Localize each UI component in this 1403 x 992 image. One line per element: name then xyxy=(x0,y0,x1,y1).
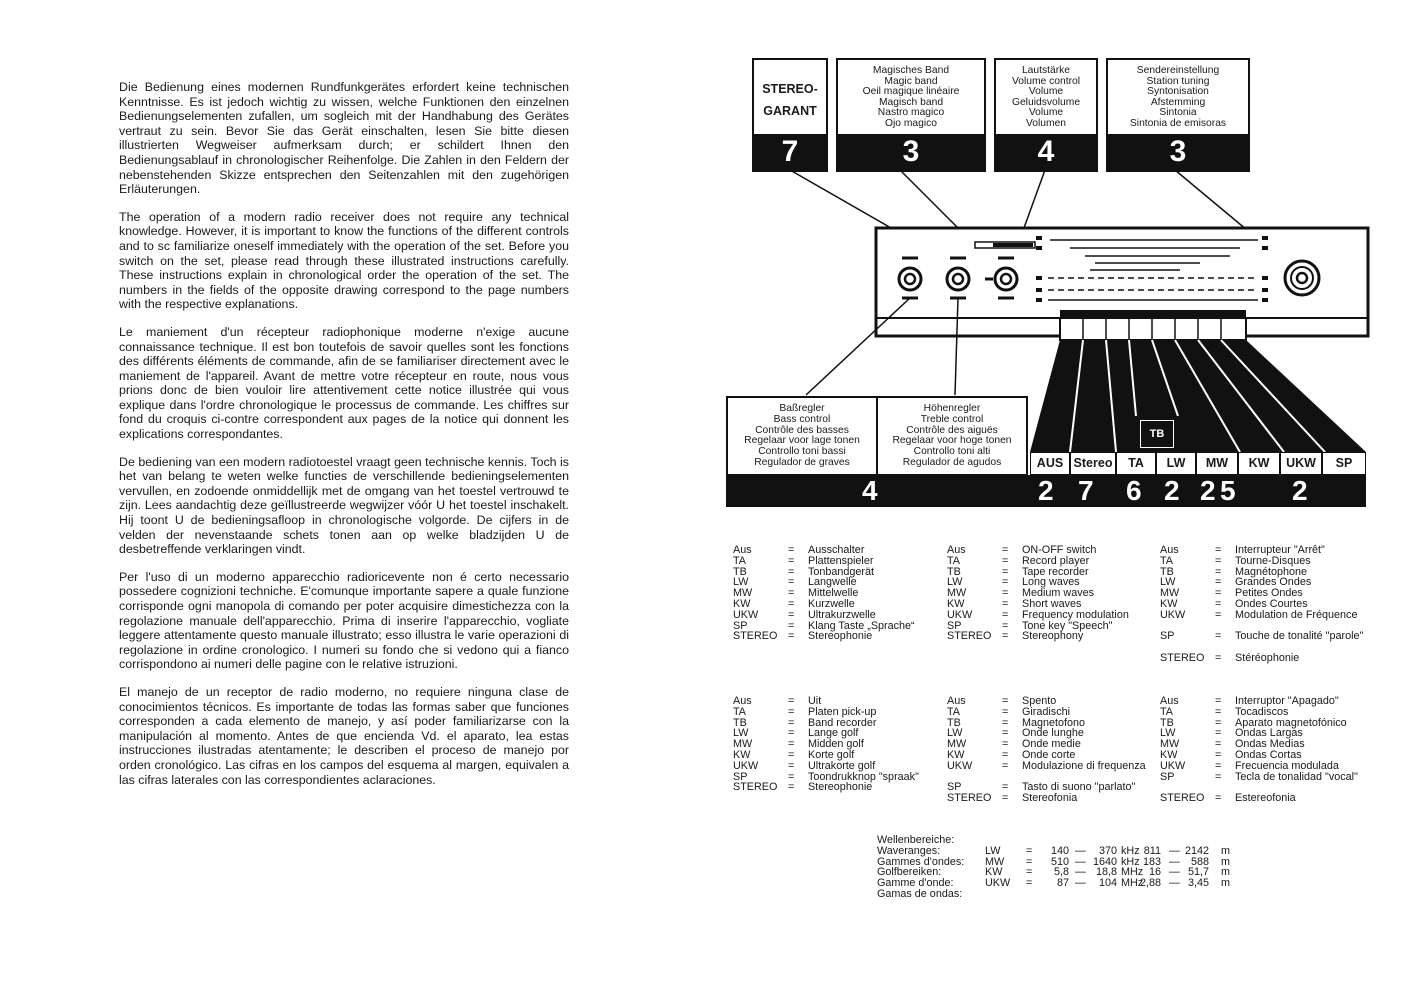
waveband-m-dash: — xyxy=(1169,877,1180,890)
legend-row: TA = Tocadiscos xyxy=(1160,705,1289,718)
legend-row: SP = Touche de tonalité "parole" xyxy=(1160,630,1364,643)
legend-row: TA = Giradischi xyxy=(947,705,1071,718)
legend-row: Aus = ON-OFF switch xyxy=(947,544,1097,556)
bass-label-en: Bass control xyxy=(773,413,831,425)
stereo-garant-page-number: 7 xyxy=(754,134,826,170)
waveband-to: 370 xyxy=(1098,844,1117,857)
legend-italian xyxy=(947,696,1157,804)
waveband-dash: — xyxy=(1075,855,1086,868)
waveband-dash: — xyxy=(1075,844,1086,857)
waveband-label-nl: Golfbereiken: xyxy=(877,866,942,879)
legend-row: TB = Magnetofono xyxy=(947,716,1086,729)
legend-row: TB = Tape recorder xyxy=(947,565,1089,578)
waveband-label-en: Waveranges: xyxy=(877,844,941,857)
legend-row: LW = Grandes Ondes xyxy=(1160,576,1312,589)
waveband-m: m xyxy=(1221,855,1230,868)
legend-row: SP = Toondrukknop "spraak" xyxy=(733,770,919,783)
legend-row: Aus = Interruptor "Apagado" xyxy=(1160,695,1339,707)
magic-band-label-nl: Magisch band xyxy=(878,96,944,108)
legend-row: TB = Aparato magnetofónico xyxy=(1160,716,1347,729)
bass-label-it: Controllo toni bassi xyxy=(758,446,846,458)
waveband-unit: MHz xyxy=(1121,866,1144,879)
legend-spanish xyxy=(1160,696,1370,804)
waveband-label-it: Gamme d'onde: xyxy=(877,877,954,890)
legend-row: SP = Tasto di suono "parlato" xyxy=(947,781,1136,794)
tuning-label-fr: Syntonisation xyxy=(1147,86,1209,98)
magic-band-label-en: Magic band xyxy=(884,75,938,87)
magic-band-label-de: Magisches Band xyxy=(872,65,950,76)
legend-german xyxy=(733,545,943,642)
tuning-knob xyxy=(1285,261,1319,295)
bass-control-box xyxy=(726,396,878,476)
legend-row: UKW = Modulation de Fréquence xyxy=(1160,608,1358,621)
volume-label-en: Volume control xyxy=(1011,75,1081,87)
legend-row: MW = Ondas Medias xyxy=(1160,738,1305,751)
waveband-label-de: Wellenbereiche: xyxy=(877,834,955,846)
magic-band-label-es: Ojo magico xyxy=(884,117,938,129)
legend-english xyxy=(947,545,1157,642)
legend-row: MW = Petites Ondes xyxy=(1160,587,1303,600)
tuning-label-de: Sendereinstellung xyxy=(1136,65,1220,76)
legend-row: LW = Onde lunghe xyxy=(947,727,1084,740)
key-ta-page-number: 6 xyxy=(1126,475,1142,506)
volume-label-nl: Geluidsvolume xyxy=(1011,96,1081,108)
tuning-label-en: Station tuning xyxy=(1146,75,1210,87)
waveband-from: 510 xyxy=(1050,855,1069,868)
legend-row: Aus = Interrupteur "Arrêt" xyxy=(1160,544,1325,556)
legend-french xyxy=(1160,545,1370,664)
intro-paragraph-de: Die Bedienung eines modernen Rundfunkgerätes erfordert keine technischen Kenntnisse. Es ist jedoch wichtig zu wissen, welche Funktionen den einzelnen Bedienungselementen zufallen, um sogleich mit der Handhabung des Gerätes vertraut zu sein. Bevor Sie das Gerät einschalten, lesen Sie bitte diesen illustrierten Wegweiser aufmerksam durch; er schildert Ihnen den Bedienungsablauf in chronologischer Reihenfolge. Die Zahlen in den Feldern der nebenstehenden Skizze entsprechen den Seitenzahlen mit den zugehörigen Erläuterungen. xyxy=(119,80,569,197)
magic-band-label-it: Nastro magico xyxy=(877,107,945,119)
legend-row: UKW = Modulazione di frequenza xyxy=(947,759,1146,772)
waveband-m: m xyxy=(1221,877,1230,890)
waveband-from: 140 xyxy=(1050,844,1069,857)
waveband-band: MW xyxy=(985,855,1005,868)
legend-row: STEREO = Stereofonia xyxy=(947,792,1078,805)
tuning-page-number: 3 xyxy=(1108,134,1248,170)
waveband-m-to: 2142 xyxy=(1184,844,1209,857)
intro-paragraph-it: Per l'uso di un moderno apparecchio radioricevente non é certo necessario possedere cognizioni techniche. E'comunque importante sapere a quale funzione corrisponde ogni manopola di comando per poter acquisire dimestichezza con la regolazione manuale dell'apparecchio. Prima di inserire l'apparecchio, vogliate leggere attentamente questo manuale illustrato; esso illustra le varie operazioni di regolazione in ordine cronologico. I numeri su fondo che si vedono qui a fianco corrispondono ai numeri delle pagine con le relative istruzioni. xyxy=(119,569,569,672)
waveband-m-from: 811 xyxy=(1143,844,1161,857)
legend-row: STEREO = Estereofonia xyxy=(1160,792,1296,805)
treble-label-fr: Contrôle des aiguës xyxy=(906,424,998,436)
waveband-m-to: 588 xyxy=(1190,855,1209,868)
waveband-m-dash: — xyxy=(1169,844,1180,857)
waveband-unit: kHz xyxy=(1121,855,1140,868)
legend-row: KW = Kurzwelle xyxy=(733,597,855,610)
key-stereo: Stereo xyxy=(1070,452,1116,475)
legend-row: LW = Lange golf xyxy=(733,727,859,740)
magic-band-box xyxy=(836,58,986,172)
legend-row: TB = Magnétophone xyxy=(1160,565,1308,578)
legend-row: TA = Plattenspieler xyxy=(733,554,874,567)
tuning-label-it: Sintonia xyxy=(1159,107,1197,119)
waveband-dash: — xyxy=(1075,866,1086,879)
legend-row: UKW = Ultrakurzwelle xyxy=(733,608,876,621)
legend-row: STEREO = Stéréophonie xyxy=(1160,651,1300,664)
legend-row: UKW = Frequency modulation xyxy=(947,608,1129,621)
legend-row: LW = Langwelle xyxy=(733,576,857,589)
legend-row: STEREO = Stereophony xyxy=(947,630,1084,643)
intro-paragraph-fr: Le maniement d'un récepteur radiophonique moderne n'exige aucune connaissance technique. Il est bon toutefois de savoir quelles sont les fonctions des différents éléments de commande, afin de se familiariser directement avec le maniement de l'appareil. Avant de mettre votre récepteur en route, nous vous prions donc de bien vouloir lire attentivement cette notice illustrée qui vous explique dans l'ordre chronologique le processus de commande. Les chiffres sur fond du croquis ci-contre correspondent aux pages de la notice qui donnent les explications correspondantes. xyxy=(119,324,569,442)
legend-row: TB = Band recorder xyxy=(733,716,877,729)
key-aus-page-number: 2 xyxy=(1038,475,1054,506)
waveband-to: 18,8 xyxy=(1095,866,1117,879)
leader-line-bass xyxy=(806,298,910,395)
intro-paragraph-nl: De bediening van een modern radiotoestel vraagt geen technische kennis. Toch is het van belang te weten welke functies de verschillende bedieningselementen vervullen, en zodoende onmiddellijk met de omgang van het toestel vertrouwd te zijn. Lees aandachtig deze geïllustreerde wegwijzer vóór U het toestel inschakelt. Hij toont U de bedieningsafloop in chronologische volgorde. De cijfers in de velden der nevenstaande schets tonen aan op welke bladzijden U de desbetreffende verklaringen vindt. xyxy=(119,454,569,557)
waveband-eq: = xyxy=(1026,877,1033,890)
legend-row: KW = Ondes Courtes xyxy=(1160,597,1308,610)
volume-label-it: Volume xyxy=(1028,107,1064,119)
key-lw-page-number: 2 xyxy=(1164,475,1180,506)
key-ukw: UKW xyxy=(1280,452,1322,475)
waveband-m: m xyxy=(1221,844,1230,857)
legend-row: Aus = Spento xyxy=(947,695,1057,707)
magic-band-fill xyxy=(993,243,1033,247)
tuning-label-es: Sintonia de emisoras xyxy=(1129,117,1227,129)
stereo-garant-box xyxy=(752,58,828,172)
volume-label-es: Volumen xyxy=(1025,117,1067,129)
waveband-m-from: 16 xyxy=(1148,866,1161,879)
treble-control-box xyxy=(876,396,1028,476)
legend-row: TB = Tonbandgerät xyxy=(733,565,875,578)
legend-row: KW = Short waves xyxy=(947,597,1082,610)
volume-label-fr: Volume xyxy=(1028,86,1064,98)
waveband-band: LW xyxy=(985,844,1001,857)
bass-label-de: Baßregler xyxy=(779,403,825,414)
waveband-m-to: 51,7 xyxy=(1187,866,1209,879)
legend-row: STEREO = Stereophonie xyxy=(733,781,873,794)
legend-row: MW = Mittelwelle xyxy=(733,587,859,600)
key-mw: MW xyxy=(1196,452,1238,475)
legend-row: Aus = Uit xyxy=(733,695,822,707)
key-kw: KW xyxy=(1238,452,1280,475)
waveband-unit: kHz xyxy=(1121,844,1140,857)
tuning-label-nl: Afstemming xyxy=(1150,96,1206,108)
legend-row: KW = Korte golf xyxy=(733,748,855,761)
tone-controls-page-number: 4 xyxy=(862,475,878,506)
legend-row: KW = Onde corte xyxy=(947,748,1076,761)
volume-label-de: Lautstärke xyxy=(1021,65,1071,76)
intro-paragraph-es: El manejo de un receptor de radio moderno, no requiere ninguna clase de conocimientos técnicos. Es importante de todas las formas saber que funciones corresponden a cada elemento de manejo, y así poder familiarizarse con la manipulación al momento. Antes de que encienda Vd. el aparato, lea estas instrucciones ilustradas atentamente; le describen el proceso de manejo por orden cronológico. Las cifras en los campos del esquema al margen, equivalen a las cifras laterales con las correspondientes aclaraciones. xyxy=(119,684,569,787)
legend-row: LW = Long waves xyxy=(947,576,1080,589)
magic-band-label-fr: Oeil magique linéaire xyxy=(862,86,960,98)
key-mw-page-number-a: 2 xyxy=(1200,475,1216,506)
legend-row: UKW = Frecuencia modulada xyxy=(1160,759,1339,772)
key-lw: LW xyxy=(1156,452,1196,475)
legend-row: SP = Klang Taste „Sprache“ xyxy=(733,619,915,632)
tb-label: TB xyxy=(1140,420,1174,448)
legend-row: TA = Tourne-Disques xyxy=(1160,554,1311,567)
legend-row: UKW = Ultrakorte golf xyxy=(733,759,876,772)
waveband-band: UKW xyxy=(985,877,1011,890)
legend-row: TA = Platen pick-up xyxy=(733,705,877,718)
intro-paragraph-en: The operation of a modern radio receiver does not require any technical knowledge. However, it is important to know the functions of the different controls and to sc familiarize oneself immediately with the operation of the set. Before you switch on the set, please read through these illustrated instructions carefully. These instructions explain in chronological order the operation of the set. The numbers in the fields of the opposite drawing correspond to the page numbers with the respective explanations. xyxy=(119,209,569,312)
waveband-m-to: 3,45 xyxy=(1187,877,1209,890)
waveband-eq: = xyxy=(1026,844,1033,857)
waveband-eq: = xyxy=(1026,866,1033,879)
treble-label-es: Regulador de agudos xyxy=(902,456,1002,468)
waveband-band: KW xyxy=(985,866,1003,879)
stereo-garant-line-2: GARANT xyxy=(763,104,817,118)
waveband-eq: = xyxy=(1026,855,1033,868)
treble-label-de: Höhenregler xyxy=(923,403,981,414)
legend-row: SP = Tone key "Speech" xyxy=(947,619,1113,632)
waveband-m-dash: — xyxy=(1169,866,1180,879)
waveband-from: 5,8 xyxy=(1053,866,1069,879)
waveband-m: m xyxy=(1221,866,1230,879)
waveband-m-from: 2,88 xyxy=(1139,877,1161,890)
waveband-dash: — xyxy=(1075,877,1086,890)
key-aus: AUS xyxy=(1030,452,1070,475)
waveband-to: 1640 xyxy=(1092,855,1117,868)
waveband-label-es: Gamas de ondas: xyxy=(877,887,963,900)
volume-page-number: 4 xyxy=(996,134,1096,170)
treble-label-it: Controllo toni alti xyxy=(913,446,991,458)
legend-dutch xyxy=(733,696,943,793)
waveband-from: 87 xyxy=(1056,877,1069,890)
key-stereo-page-number: 7 xyxy=(1078,475,1094,506)
legend-row: STEREO = Stereophonie xyxy=(733,630,873,643)
key-ta: TA xyxy=(1116,452,1156,475)
legend-row: MW = Medium waves xyxy=(947,587,1095,600)
waveband-unit: MHz xyxy=(1121,877,1144,890)
waveband-m-dash: — xyxy=(1169,855,1180,868)
volume-box xyxy=(994,58,1098,172)
bass-label-nl: Regelaar voor lage tonen xyxy=(744,435,860,447)
tb-callout xyxy=(1136,416,1178,452)
legend-row: MW = Midden golf xyxy=(733,738,864,751)
legend-row: Aus = Ausschalter xyxy=(733,544,865,556)
legend-row: TA = Record player xyxy=(947,554,1090,567)
bass-label-fr: Contrôle des basses xyxy=(755,424,849,436)
key-kw-ukw-sp-page-number: 2 xyxy=(1292,475,1308,506)
waveband-label-fr: Gammes d'ondes: xyxy=(877,855,965,868)
waveband-to: 104 xyxy=(1098,877,1117,890)
treble-label-en: Treble control xyxy=(920,413,984,425)
magic-band-page-number: 3 xyxy=(838,134,984,170)
treble-label-nl: Regelaar voor hoge tonen xyxy=(892,435,1012,447)
key-mw-page-number-b: 5 xyxy=(1220,475,1236,506)
key-sp: SP xyxy=(1322,452,1366,475)
station-tuning-box xyxy=(1106,58,1250,172)
pushbutton-row xyxy=(1060,310,1246,340)
legend-row: KW = Ondas Cortas xyxy=(1160,748,1302,761)
legend-row: MW = Onde medie xyxy=(947,738,1081,751)
legend-row: LW = Ondas Largas xyxy=(1160,727,1303,740)
waveband-m-from: 183 xyxy=(1142,855,1161,868)
stereo-garant-line-1: STEREO- xyxy=(762,82,818,96)
legend-row: SP = Tecla de tonalidad "vocal" xyxy=(1160,770,1358,783)
page-number-bar xyxy=(726,475,1366,507)
bass-label-es: Regulador de graves xyxy=(754,456,850,468)
